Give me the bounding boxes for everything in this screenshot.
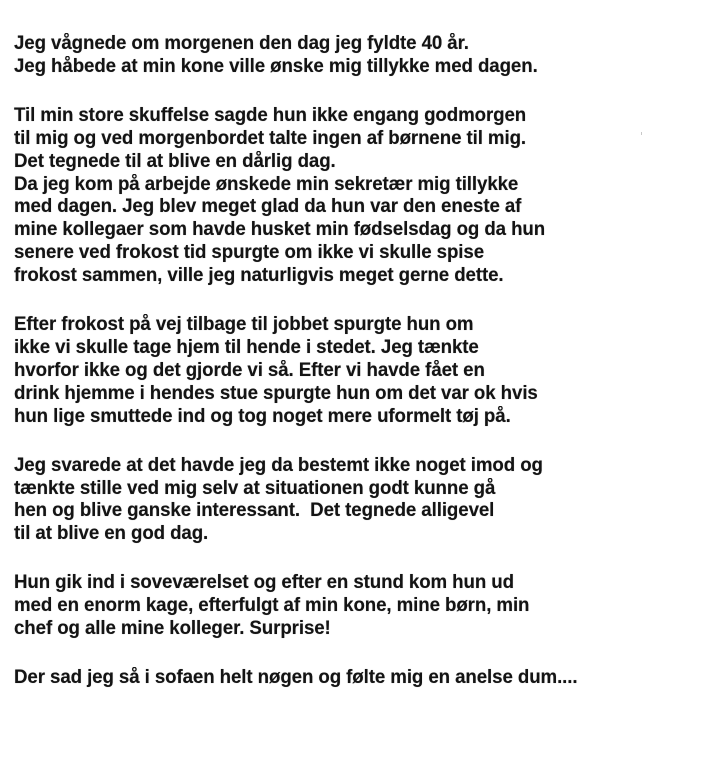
text-line: mine kollegaer som havde husket min fødselsdag og da hun <box>14 219 546 241</box>
text-line: til at blive en god dag. <box>14 523 209 545</box>
text-line: hun lige smuttede ind og tog noget mere uformelt tøj på. <box>14 405 511 427</box>
text-line: Da jeg kom på arbejde ønskede min sekretær mig tillykke <box>14 173 519 195</box>
paragraph-birthday-morning <box>14 33 703 79</box>
text-line: med dagen. Jeg blev meget glad da hun var den eneste af <box>14 196 522 218</box>
text-line: Hun gik ind i soveværelset og efter en stund kom hun ud <box>14 572 514 594</box>
text-line: ikke vi skulle tage hjem til hende i stedet. Jeg tænkte <box>14 336 479 358</box>
text-line: chef og alle mine kolleger. Surprise! <box>14 618 331 640</box>
text-line: med en enorm kage, efterfulgt af min kone, mine børn, min <box>14 595 530 617</box>
text-line: Der sad jeg så i sofaen helt nøgen og følte mig en anelse dum.... <box>14 666 578 688</box>
text-line: Jeg håbede at min kone ville ønske mig tillykke med dagen. <box>14 55 538 77</box>
story-text <box>14 33 703 716</box>
text-line: tænkte stille ved mig selv at situationen godt kunne gå <box>14 477 496 499</box>
text-line: Til min store skuffelse sagde hun ikke engang godmorgen <box>14 104 527 126</box>
text-line: drink hjemme i hendes stue spurgte hun om det var ok hvis <box>14 382 538 404</box>
scan-speck <box>641 132 642 135</box>
text-line: Jeg svarede at det havde jeg da bestemt ikke noget imod og <box>14 454 543 476</box>
paragraph-surprise <box>14 572 703 641</box>
paragraph-reply <box>14 455 703 547</box>
text-line: Efter frokost på vej tilbage til jobbet spurgte hun om <box>14 314 474 336</box>
text-line: hen og blive ganske interessant. Det tegnede alligevel <box>14 500 495 522</box>
text-line: til mig og ved morgenbordet talte ingen af børnene til mig. <box>14 127 527 149</box>
text-line: senere ved frokost tid spurgte om ikke vi skulle spise <box>14 242 485 264</box>
text-line: hvorfor ikke og det gjorde vi så. Efter vi havde fået en <box>14 359 485 381</box>
paragraph-punchline <box>14 667 703 690</box>
paragraph-disappointment-and-secretary <box>14 105 703 288</box>
text-line: frokost sammen, ville jeg naturligvis meget gerne dette. <box>14 265 504 287</box>
paragraph-after-lunch <box>14 314 703 429</box>
text-line: Det tegnede til at blive en dårlig dag. <box>14 150 336 172</box>
text-line: Jeg vågnede om morgenen den dag jeg fyldte 40 år. <box>14 33 469 54</box>
